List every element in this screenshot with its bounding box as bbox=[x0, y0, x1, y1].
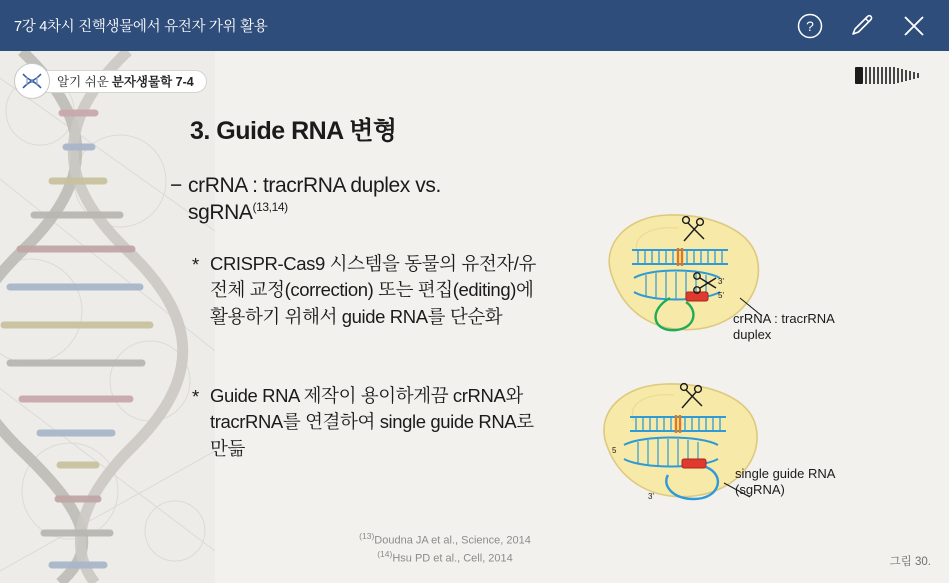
reference-2-text: Hsu PD et al., Cell, 2014 bbox=[392, 552, 513, 565]
logo-label-text: 알기 쉬운 bbox=[57, 75, 109, 89]
question-circle-icon[interactable] bbox=[797, 13, 823, 39]
close-icon[interactable] bbox=[901, 13, 927, 39]
figure-1-caption: crRNA : tracrRNA duplex bbox=[733, 311, 835, 343]
logo-circle-icon bbox=[14, 63, 50, 99]
sub-bullet-1-text: CRISPR-Cas9 시스템을 동물의 유전자/유전체 교정(correction) 또는 편집(editing)에 활용하기 위해서 guide RNA를 단순화 bbox=[210, 253, 536, 327]
app-header bbox=[0, 0, 949, 51]
svg-text:3': 3' bbox=[648, 492, 654, 501]
slide-title: 3. Guide RNA 변형 bbox=[190, 117, 397, 145]
bullet-main-text bbox=[188, 173, 530, 227]
reference-2-superscript: (14) bbox=[377, 548, 393, 559]
figure-single-guide-rna bbox=[590, 371, 780, 526]
logo-label bbox=[36, 70, 207, 93]
pen-icon[interactable] bbox=[849, 13, 875, 39]
bullet-main-superscript: (13,14) bbox=[252, 199, 288, 214]
svg-text:?: ? bbox=[806, 17, 814, 34]
sub-bullet-2-text: Guide RNA 제작이 용이하게끔 crRNA와 tracrRNA를 연결하여 single guide RNA로 만듦 bbox=[210, 385, 534, 459]
bullet-main-label: crRNA : tracrRNA duplex vs. sgRNA bbox=[188, 174, 441, 224]
reference-item-1 bbox=[330, 531, 560, 549]
comb-decoration-icon bbox=[855, 63, 935, 89]
bullet-main bbox=[170, 173, 530, 227]
logo-label-strong: 분자생물학 7-4 bbox=[111, 75, 194, 89]
figure-2-caption: single guide RNA (sgRNA) bbox=[735, 466, 836, 498]
sub-bullet-2 bbox=[192, 383, 552, 462]
reference-1-superscript: (13) bbox=[359, 531, 375, 541]
svg-text:5: 5 bbox=[612, 446, 617, 455]
dna-helix-background bbox=[0, 51, 215, 583]
reference-item-2 bbox=[330, 549, 560, 567]
reference-list bbox=[330, 531, 560, 566]
svg-text:5': 5' bbox=[718, 291, 724, 300]
reference-1-text: Doudna JA et al., Science, 2014 bbox=[374, 534, 531, 547]
svg-text:3': 3' bbox=[718, 277, 724, 286]
slide-canvas bbox=[0, 51, 949, 583]
sub-bullet-2-marker: * bbox=[192, 386, 199, 407]
sub-bullet-1 bbox=[192, 251, 552, 330]
bullet-dash: − bbox=[170, 174, 182, 197]
figure-number: 그림 30. bbox=[889, 556, 931, 568]
page-title: 7강 4차시 진핵생물에서 유전자 가위 활용 bbox=[14, 19, 268, 35]
course-logo bbox=[14, 63, 207, 99]
sub-bullet-1-marker: * bbox=[192, 254, 199, 275]
header-actions bbox=[797, 13, 927, 39]
